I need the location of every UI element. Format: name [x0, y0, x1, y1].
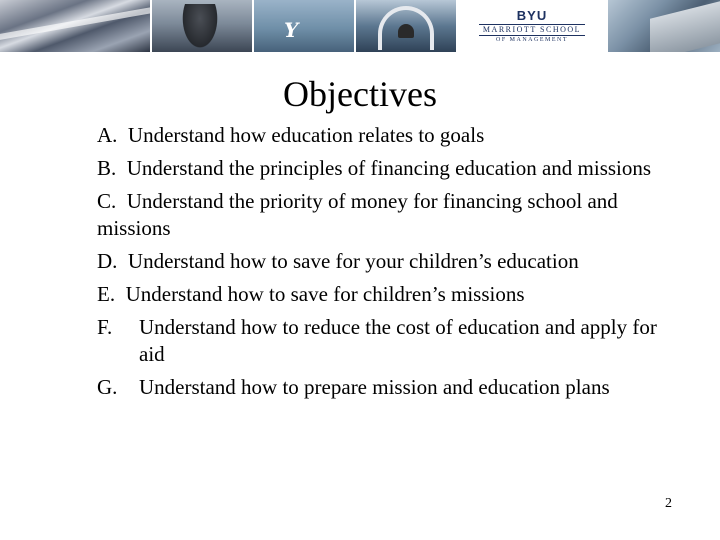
logo-subtext-2: OF MANAGEMENT	[496, 36, 568, 43]
slide-title: Objectives	[283, 74, 437, 114]
bell-icon	[398, 24, 414, 38]
list-item	[97, 281, 677, 308]
item-text: Understand how education relates to goals	[127, 123, 485, 147]
item-marker: C.	[97, 189, 127, 213]
item-text: Understand how to save for children’s missions	[125, 282, 525, 306]
item-marker: A.	[97, 123, 128, 147]
logo-text: BYU	[516, 7, 548, 23]
item-text: Understand the principles of financing education and missions	[126, 156, 652, 180]
item-marker: E.	[97, 282, 126, 306]
byu-logo	[458, 0, 608, 52]
item-marker: B.	[97, 156, 127, 180]
page-number: 2	[665, 496, 672, 511]
banner-photo-mountain	[254, 0, 356, 52]
slide-title-container	[0, 74, 720, 114]
list-item	[97, 374, 677, 401]
item-text: Understand how to save for your children’s education	[127, 249, 579, 273]
item-marker: F.	[97, 315, 113, 339]
statue-image	[180, 4, 220, 52]
banner-photo-statue	[152, 0, 254, 52]
list-item	[97, 155, 677, 182]
item-text: Understand how to reduce the cost of education and apply for aid	[139, 315, 657, 366]
banner-photo-bell	[356, 0, 458, 52]
item-marker: G.	[97, 375, 118, 399]
header-banner	[0, 0, 720, 52]
item-marker: D.	[97, 249, 128, 273]
mountain-y-image: Y	[284, 18, 299, 42]
objectives-list	[97, 122, 677, 401]
banner-photo-building	[0, 0, 152, 52]
list-item	[97, 314, 677, 368]
banner-photo-tower	[608, 0, 720, 52]
logo-subtext: MARRIOTT SCHOOL	[479, 24, 585, 36]
list-item	[97, 248, 677, 275]
list-item	[97, 122, 677, 149]
list-item	[97, 188, 677, 242]
item-text: Understand how to prepare mission and education plans	[139, 375, 610, 399]
item-text: Understand the priority of money for financing school and missions	[97, 189, 618, 240]
tower-image	[650, 1, 720, 52]
